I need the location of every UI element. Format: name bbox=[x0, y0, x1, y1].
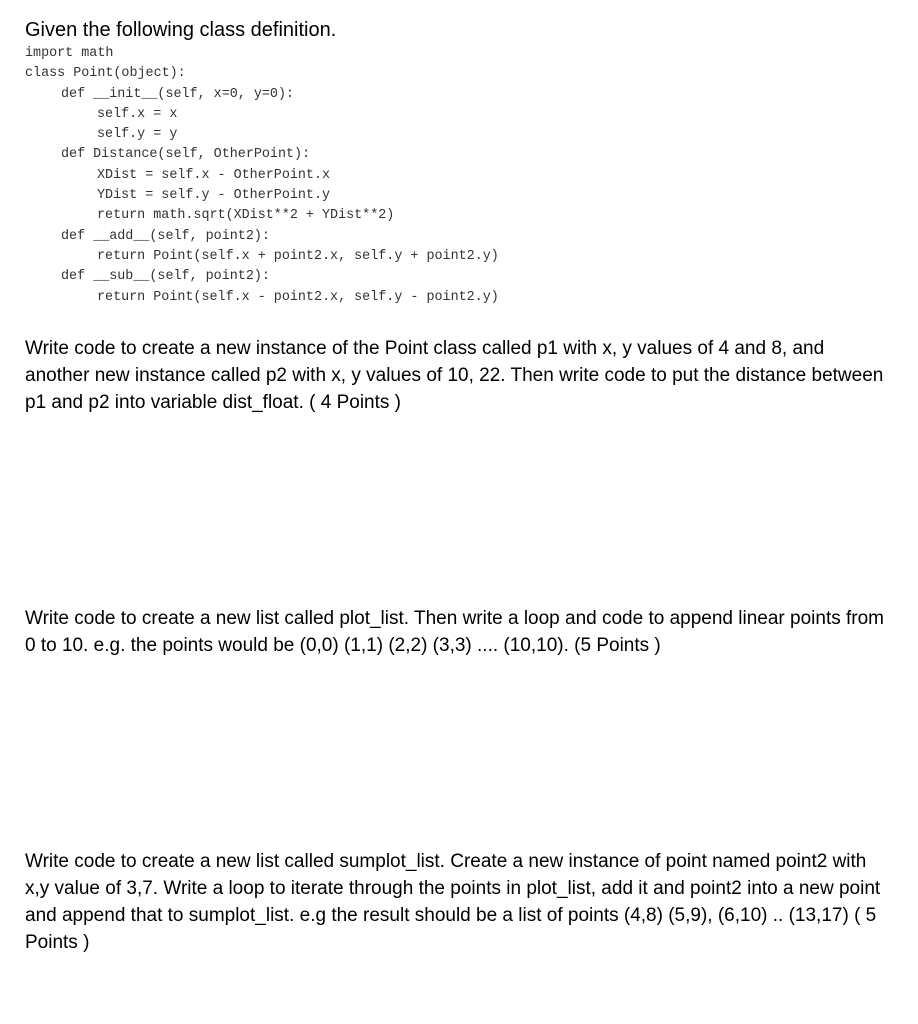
code-line-return-sqrt: return math.sqrt(XDist**2 + YDist**2) bbox=[97, 208, 395, 224]
code-line-import: import math bbox=[25, 46, 114, 61]
page-heading: Given the following class definition. bbox=[25, 19, 337, 41]
question-1: Write code to create a new instance of the Point class called p1 with x, y values of 4 and 8, and another new instance called p2 with x, y values of 10, 22. Then write code to put the distance between p1 and p2 into variable dist_float. ( 4 Points ) bbox=[25, 338, 884, 413]
code-block bbox=[25, 44, 499, 308]
code-line-def-init: def __init__(self, x=0, y=0): bbox=[61, 86, 295, 102]
code-line-def-distance: def Distance(self, OtherPoint): bbox=[61, 147, 311, 163]
code-line-self-x: self.x = x bbox=[97, 106, 178, 122]
code-line-class: class Point(object): bbox=[25, 66, 186, 82]
code-line-ydist: YDist = self.y - OtherPoint.y bbox=[97, 188, 331, 204]
code-line-return-add: return Point(self.x + point2.x, self.y + point2.y) bbox=[97, 248, 499, 264]
code-line-self-y: self.y = y bbox=[97, 127, 178, 143]
question-3: Write code to create a new list called sumplot_list. Create a new instance of point named point2 with x,y value of 3,7. Write a loop to iterate through the points in plot_list, add it and point2 into a new point and append that to sumplot_list. e.g the result should be a list of points (4,8) (5,9), (6,10) .. (13,17) ( 5 Points ) bbox=[25, 851, 881, 953]
code-line-def-add: def __add__(self, point2): bbox=[61, 228, 270, 244]
code-line-def-sub: def __sub__(self, point2): bbox=[61, 269, 270, 285]
code-line-xdist: XDist = self.x - OtherPoint.x bbox=[97, 167, 331, 183]
question-2: Write code to create a new list called plot_list. Then write a loop and code to append linear points from 0 to 10. e.g. the points would be (0,0) (1,1) (2,2) (3,3) .... (10,10). (5 Points ) bbox=[25, 608, 885, 656]
code-line-return-sub: return Point(self.x - point2.x, self.y - point2.y) bbox=[97, 289, 499, 305]
